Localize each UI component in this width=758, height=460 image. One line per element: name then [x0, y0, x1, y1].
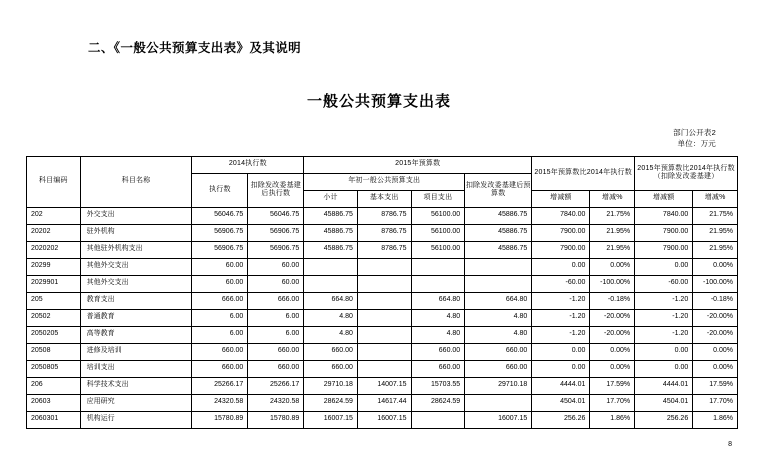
header-col-name: 科目名称 — [80, 156, 192, 207]
table-meta — [24, 127, 734, 150]
cell-code: 2050805 — [27, 360, 81, 377]
cell-exec_2014: 6.00 — [192, 326, 248, 343]
cell-total_2015 — [304, 258, 358, 275]
cell-diff_rate: -100.00% — [590, 275, 635, 292]
cell-name: 其他外交支出 — [80, 258, 192, 275]
cell-diff_amount: -1.20 — [532, 326, 590, 343]
cell-ndrc_2015: 660.00 — [465, 360, 532, 377]
cell-name: 外交支出 — [80, 207, 192, 224]
cell-exec_2014_base: 60.00 — [248, 258, 304, 275]
cell-total_2015: 660.00 — [304, 343, 358, 360]
table-header-row-1 — [27, 156, 738, 173]
cell-exec_2014_base: 6.00 — [248, 309, 304, 326]
header-group-compare-2014-base: 2015年预算数比2014年执行数（扣除发改委基建） — [635, 156, 738, 190]
header-group-compare-2014: 2015年预算数比2014年执行数 — [532, 156, 635, 190]
cell-ndrc_2015: 4.80 — [465, 309, 532, 326]
cell-basic_2015 — [357, 258, 411, 275]
cell-diff_rate_base: -100.00% — [693, 275, 738, 292]
cell-exec_2014_base: 15780.89 — [248, 411, 304, 428]
cell-project_2015: 56100.00 — [411, 224, 465, 241]
cell-basic_2015: 8786.75 — [357, 241, 411, 258]
table-row — [27, 360, 738, 377]
cell-total_2015: 664.80 — [304, 292, 358, 309]
cell-name: 机构运行 — [80, 411, 192, 428]
cell-exec_2014: 60.00 — [192, 275, 248, 292]
cell-diff_rate: 21.75% — [590, 207, 635, 224]
cell-total_2015: 45886.75 — [304, 207, 358, 224]
cell-diff_rate: -0.18% — [590, 292, 635, 309]
cell-diff_amount_base: 7900.00 — [635, 224, 693, 241]
cell-diff_amount_base: 4444.01 — [635, 377, 693, 394]
cell-exec_2014: 15780.89 — [192, 411, 248, 428]
cell-basic_2015: 8786.75 — [357, 224, 411, 241]
cell-code: 20508 — [27, 343, 81, 360]
cell-diff_amount: 7840.00 — [532, 207, 590, 224]
table-row — [27, 275, 738, 292]
cell-project_2015: 4.80 — [411, 309, 465, 326]
header-sub-amount-2: 增减额 — [635, 190, 693, 207]
cell-code: 202 — [27, 207, 81, 224]
cell-diff_amount: 256.26 — [532, 411, 590, 428]
cell-name: 科学技术支出 — [80, 377, 192, 394]
cell-diff_amount_base: 0.00 — [635, 360, 693, 377]
header-group-2014: 2014执行数 — [192, 156, 304, 173]
header-sub-ndrc: 扣除发改委基建后预算数 — [465, 173, 532, 207]
cell-code: 205 — [27, 292, 81, 309]
table-row — [27, 394, 738, 411]
table-row — [27, 224, 738, 241]
cell-exec_2014_base: 660.00 — [248, 360, 304, 377]
cell-total_2015: 28624.59 — [304, 394, 358, 411]
table-row — [27, 309, 738, 326]
cell-diff_rate: 1.86% — [590, 411, 635, 428]
page-number: 8 — [728, 441, 732, 448]
header-sub-rate: 增减% — [590, 190, 635, 207]
cell-basic_2015 — [357, 343, 411, 360]
cell-diff_rate: -20.00% — [590, 326, 635, 343]
form-number: 部门公开表2 — [673, 128, 716, 137]
header-col-code: 科目编码 — [27, 156, 81, 207]
cell-code: 20502 — [27, 309, 81, 326]
cell-diff_rate_base: 0.00% — [693, 360, 738, 377]
cell-total_2015: 16007.15 — [304, 411, 358, 428]
cell-exec_2014_base: 56906.75 — [248, 224, 304, 241]
cell-diff_rate_base: 21.95% — [693, 241, 738, 258]
cell-project_2015: 56100.00 — [411, 207, 465, 224]
table-row — [27, 411, 738, 428]
cell-total_2015 — [304, 275, 358, 292]
table-body — [27, 207, 738, 428]
cell-diff_amount_base: 256.26 — [635, 411, 693, 428]
cell-ndrc_2015 — [465, 275, 532, 292]
cell-project_2015: 664.80 — [411, 292, 465, 309]
cell-project_2015: 56100.00 — [411, 241, 465, 258]
header-sub-general-public: 年初一般公共预算支出 — [304, 173, 465, 190]
cell-diff_rate_base: 21.95% — [693, 224, 738, 241]
cell-diff_rate: 0.00% — [590, 343, 635, 360]
cell-ndrc_2015: 45886.75 — [465, 241, 532, 258]
cell-basic_2015 — [357, 309, 411, 326]
cell-diff_amount_base: -60.00 — [635, 275, 693, 292]
header-sub-amount: 增减额 — [532, 190, 590, 207]
cell-diff_amount_base: 7900.00 — [635, 241, 693, 258]
cell-diff_rate: 17.59% — [590, 377, 635, 394]
cell-basic_2015: 14617.44 — [357, 394, 411, 411]
table-row — [27, 326, 738, 343]
cell-ndrc_2015: 45886.75 — [465, 207, 532, 224]
table-row — [27, 292, 738, 309]
cell-project_2015: 28624.59 — [411, 394, 465, 411]
cell-basic_2015 — [357, 275, 411, 292]
cell-diff_rate_base: 17.70% — [693, 394, 738, 411]
cell-name: 培训支出 — [80, 360, 192, 377]
table-row — [27, 258, 738, 275]
cell-diff_amount_base: 0.00 — [635, 343, 693, 360]
cell-basic_2015 — [357, 326, 411, 343]
cell-diff_rate_base: 17.59% — [693, 377, 738, 394]
cell-diff_rate_base: 0.00% — [693, 258, 738, 275]
cell-diff_amount: 4504.01 — [532, 394, 590, 411]
cell-exec_2014: 56906.75 — [192, 241, 248, 258]
cell-diff_amount: 4444.01 — [532, 377, 590, 394]
cell-total_2015: 4.80 — [304, 309, 358, 326]
cell-exec_2014_base: 56906.75 — [248, 241, 304, 258]
cell-project_2015: 660.00 — [411, 343, 465, 360]
cell-code: 20202 — [27, 224, 81, 241]
cell-diff_amount: 7900.00 — [532, 241, 590, 258]
table-row — [27, 207, 738, 224]
cell-diff_amount_base: 0.00 — [635, 258, 693, 275]
cell-total_2015: 45886.75 — [304, 241, 358, 258]
cell-exec_2014: 56046.75 — [192, 207, 248, 224]
cell-project_2015: 660.00 — [411, 360, 465, 377]
cell-diff_rate_base: 0.00% — [693, 343, 738, 360]
cell-diff_amount: -60.00 — [532, 275, 590, 292]
cell-diff_rate: -20.00% — [590, 309, 635, 326]
cell-code: 20299 — [27, 258, 81, 275]
cell-basic_2015 — [357, 360, 411, 377]
cell-diff_amount_base: 4504.01 — [635, 394, 693, 411]
cell-diff_amount_base: -1.20 — [635, 292, 693, 309]
cell-diff_rate: 21.95% — [590, 224, 635, 241]
cell-exec_2014: 25266.17 — [192, 377, 248, 394]
header-sub-basic: 基本支出 — [357, 190, 411, 207]
header-group-2015-budget: 2015年预算数 — [304, 156, 532, 173]
cell-name: 其他外交支出 — [80, 275, 192, 292]
cell-code: 206 — [27, 377, 81, 394]
cell-ndrc_2015: 660.00 — [465, 343, 532, 360]
section-heading: 二、《一般公共预算支出表》及其说明 — [88, 41, 302, 55]
cell-exec_2014: 56906.75 — [192, 224, 248, 241]
cell-diff_amount: -1.20 — [532, 309, 590, 326]
cell-ndrc_2015 — [465, 258, 532, 275]
cell-name: 驻外机构 — [80, 224, 192, 241]
cell-total_2015: 45886.75 — [304, 224, 358, 241]
budget-expenditure-table — [26, 156, 738, 429]
cell-diff_amount: -1.20 — [532, 292, 590, 309]
cell-exec_2014: 6.00 — [192, 309, 248, 326]
cell-exec_2014: 660.00 — [192, 343, 248, 360]
cell-diff_amount_base: -1.20 — [635, 309, 693, 326]
page-title: 一般公共预算支出表 — [306, 93, 451, 110]
cell-diff_rate_base: -0.18% — [693, 292, 738, 309]
cell-diff_amount: 0.00 — [532, 343, 590, 360]
table-row — [27, 343, 738, 360]
cell-project_2015: 15703.55 — [411, 377, 465, 394]
header-sub-total: 小计 — [304, 190, 358, 207]
cell-diff_amount_base: -1.20 — [635, 326, 693, 343]
cell-exec_2014: 660.00 — [192, 360, 248, 377]
cell-diff_rate_base: -20.00% — [693, 309, 738, 326]
cell-total_2015: 660.00 — [304, 360, 358, 377]
cell-ndrc_2015: 29710.18 — [465, 377, 532, 394]
cell-basic_2015: 14007.15 — [357, 377, 411, 394]
cell-exec_2014_base: 25266.17 — [248, 377, 304, 394]
cell-diff_rate_base: -20.00% — [693, 326, 738, 343]
cell-exec_2014: 666.00 — [192, 292, 248, 309]
cell-name: 其他驻外机构支出 — [80, 241, 192, 258]
header-sub-execute-base: 扣除发改委基建后执行数 — [248, 173, 304, 207]
cell-diff_rate_base: 21.75% — [693, 207, 738, 224]
cell-name: 进修及培训 — [80, 343, 192, 360]
cell-exec_2014_base: 666.00 — [248, 292, 304, 309]
cell-diff_rate_base: 1.86% — [693, 411, 738, 428]
cell-diff_rate: 21.95% — [590, 241, 635, 258]
cell-name: 教育支出 — [80, 292, 192, 309]
cell-total_2015: 4.80 — [304, 326, 358, 343]
cell-diff_amount: 0.00 — [532, 360, 590, 377]
cell-ndrc_2015: 45886.75 — [465, 224, 532, 241]
cell-diff_amount: 0.00 — [532, 258, 590, 275]
cell-basic_2015: 16007.15 — [357, 411, 411, 428]
cell-ndrc_2015 — [465, 394, 532, 411]
cell-exec_2014_base: 60.00 — [248, 275, 304, 292]
cell-name: 应用研究 — [80, 394, 192, 411]
cell-ndrc_2015: 664.80 — [465, 292, 532, 309]
header-sub-project: 项目支出 — [411, 190, 465, 207]
cell-code: 2060301 — [27, 411, 81, 428]
cell-exec_2014_base: 56046.75 — [248, 207, 304, 224]
cell-basic_2015: 8786.75 — [357, 207, 411, 224]
cell-name: 高等教育 — [80, 326, 192, 343]
cell-ndrc_2015: 4.80 — [465, 326, 532, 343]
cell-project_2015 — [411, 258, 465, 275]
cell-code: 20603 — [27, 394, 81, 411]
cell-ndrc_2015: 16007.15 — [465, 411, 532, 428]
cell-basic_2015 — [357, 292, 411, 309]
cell-diff_rate: 17.70% — [590, 394, 635, 411]
header-sub-execute: 执行数 — [192, 173, 248, 207]
cell-diff_amount: 7900.00 — [532, 224, 590, 241]
cell-project_2015 — [411, 411, 465, 428]
cell-project_2015 — [411, 275, 465, 292]
cell-project_2015: 4.80 — [411, 326, 465, 343]
header-sub-rate-2: 增减% — [693, 190, 738, 207]
cell-exec_2014: 60.00 — [192, 258, 248, 275]
cell-exec_2014_base: 660.00 — [248, 343, 304, 360]
cell-name: 普通教育 — [80, 309, 192, 326]
cell-code: 2029901 — [27, 275, 81, 292]
cell-total_2015: 29710.18 — [304, 377, 358, 394]
cell-code: 2050205 — [27, 326, 81, 343]
table-row — [27, 241, 738, 258]
cell-diff_rate: 0.00% — [590, 258, 635, 275]
cell-exec_2014: 24320.58 — [192, 394, 248, 411]
table-row — [27, 377, 738, 394]
cell-exec_2014_base: 6.00 — [248, 326, 304, 343]
cell-exec_2014_base: 24320.58 — [248, 394, 304, 411]
unit-label: 单位：万元 — [677, 139, 716, 149]
cell-code: 2020202 — [27, 241, 81, 258]
cell-diff_rate: 0.00% — [590, 360, 635, 377]
cell-diff_amount_base: 7840.00 — [635, 207, 693, 224]
